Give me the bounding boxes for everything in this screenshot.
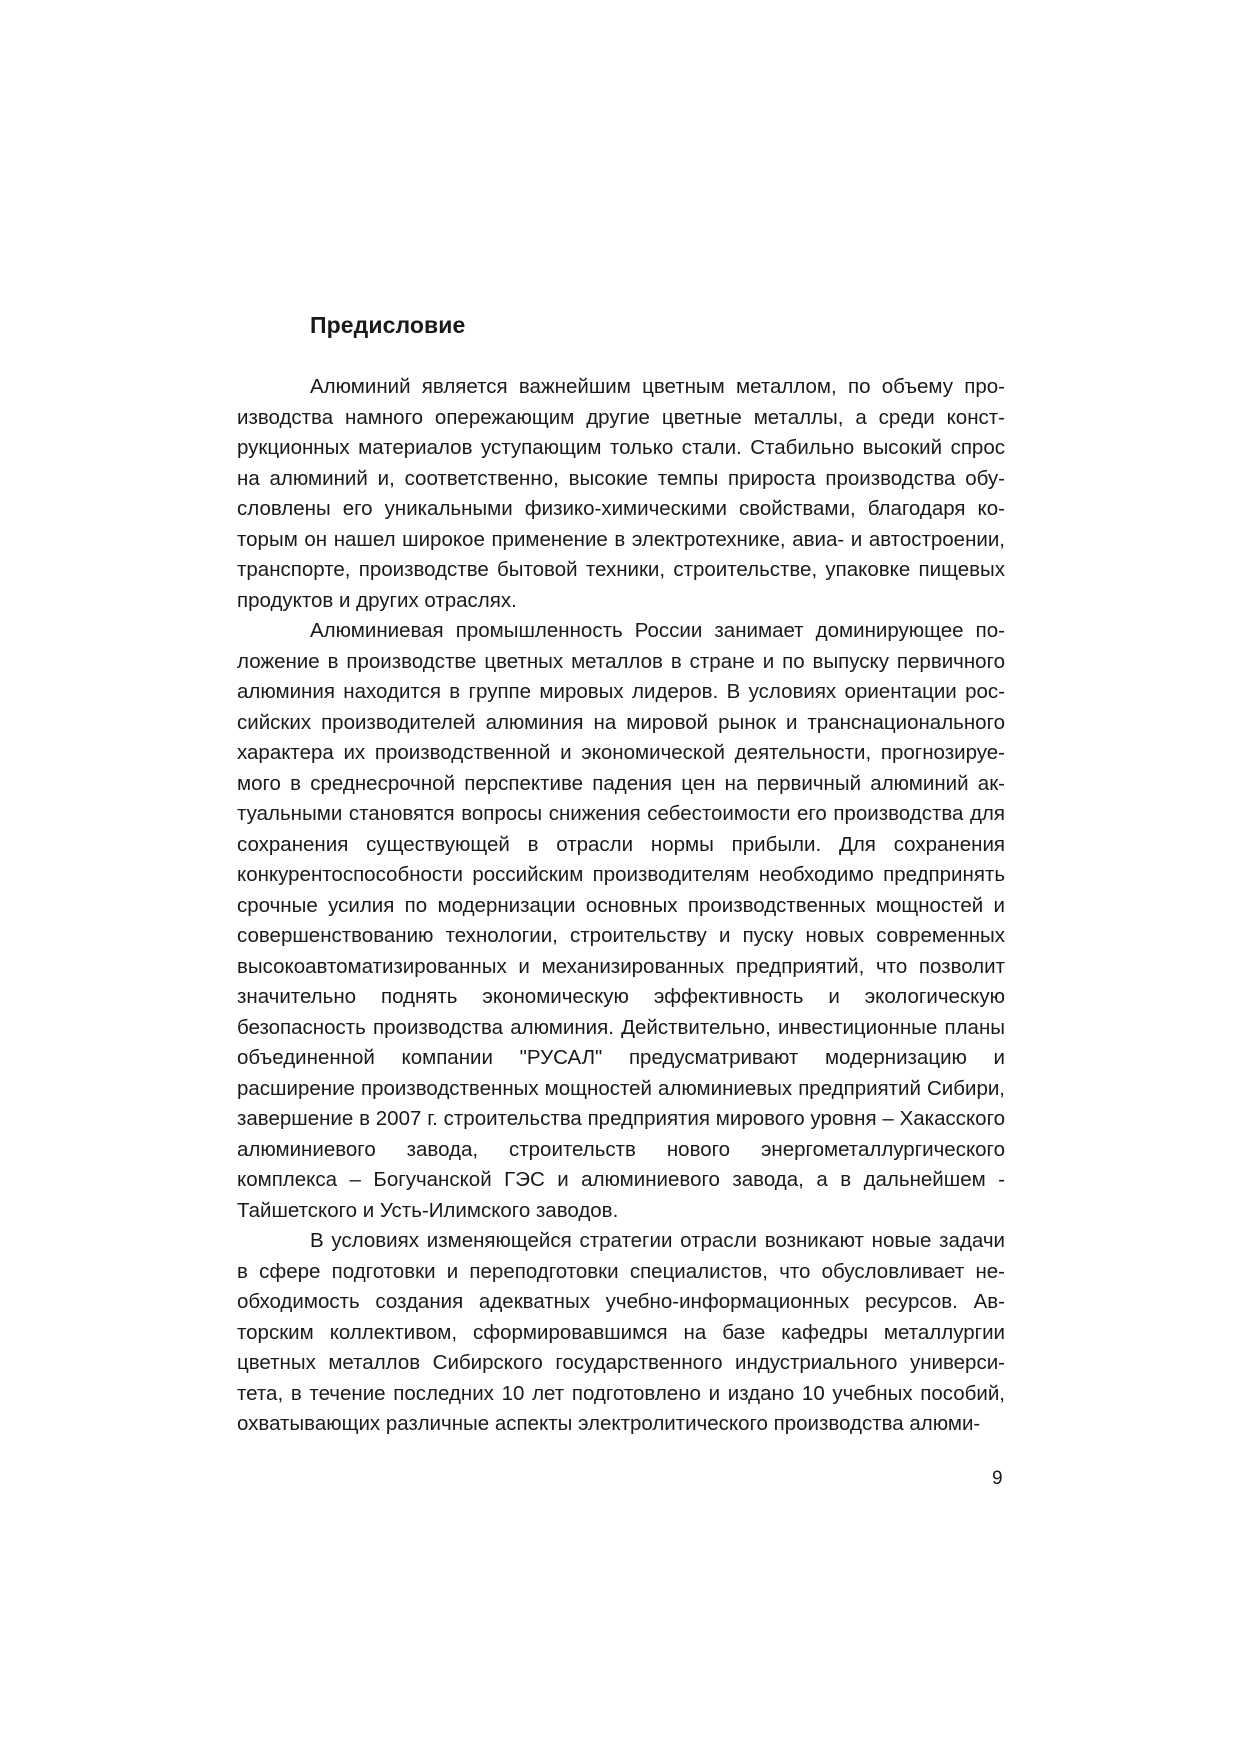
paragraph-1: Алюминий является важнейшим цветным металлом, по объему производства намного опережающим другие цветные металлы, а среди конструкционных материалов уступающим только стали. Стабильно высокий спрос на алюминий и, соответственно, высокие темпы прироста производства обусловлены его уникальными физико-химическими свойствами, благодаря которым он нашел широкое применение в электротехнике, авиа- и автостроении, транспорте, производстве бытовой техники, строительстве, упаковке пищевых продуктов и других отраслях. xyxy=(237,375,1005,612)
body-text xyxy=(237,372,1005,1440)
page-number: 9 xyxy=(992,1468,1003,1489)
paragraph-2: Алюминиевая промышленность России занимает доминирующее положение в производстве цветных металлов в стране и по выпуску первичного алюминия находится в группе мировых лидеров. В условиях ориентации российских производителей алюминия на мировой рынок и транснационального характера их производственной и экономической деятельности, прогнозируемого в среднесрочной перспективе падения цен на первичный алюминий актуальными становятся вопросы снижения себестоимости его производства для сохранения существующей в отрасли нормы прибыли. Для сохранения конкурентоспособности российским производителям необходимо предпринять срочные усилия по модернизации основных производственных мощностей и совершенствованию технологии, строительству и пуску новых современных высокоавтоматизированных и механизированных предприятий, что позволит значительно поднять экономическую эффективность и экологическую безопасность производства алюминия. Действительно, инвестиционные планы объединенной компании "РУСАЛ" предусматривают модернизацию и расширение производственных мощностей алюминиевых предприятий Сибири, завершение в 2007 г. строительства предприятия мирового уровня – Хакасского алюминиевого завода, строительств нового энергометаллургического комплекса – Богучанской ГЭС и алюминиевого завода, а в дальнейшем - Тайшетского и Усть-Илимского заводов. xyxy=(237,619,1005,1222)
paragraph-3: В условиях изменяющейся стратегии отрасли возникают новые задачи в сфере подготовки и переподготовки специалистов, что обусловливает необходимость создания адекватных учебно-информационных ресурсов. Авторским коллективом, сформировавшимся на базе кафедры металлургии цветных металлов Сибирского государственного индустриального университета, в течение последних 10 лет подготовлено и издано 10 учебных пособий, охватывающих различные аспекты электролитического производства алюми- xyxy=(237,1229,1005,1435)
page-title: Предисловие xyxy=(310,312,466,338)
